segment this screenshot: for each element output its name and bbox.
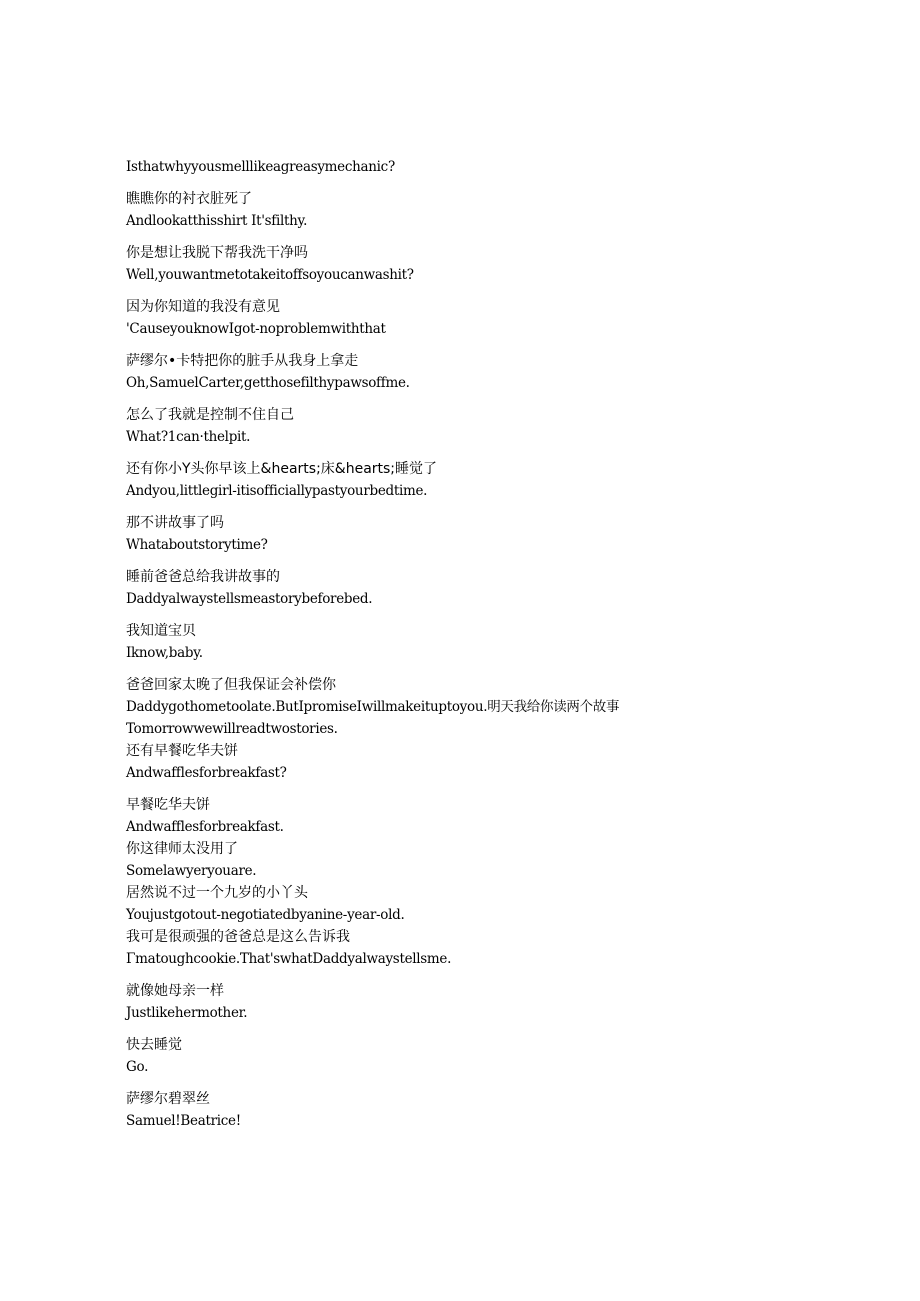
- subtitle-line: Somelawyeryouare.: [126, 863, 257, 879]
- subtitle-line: 早餐吃华夫饼: [126, 797, 210, 813]
- subtitle-line: 瞧瞧你的衬衣脏死了: [126, 191, 252, 207]
- subtitle-line: Andyou,littlegirl-itisofficiallypastyourbedtime.: [126, 483, 428, 499]
- subtitle-line: 'CauseyouknowIgot-noproblemwiththat: [126, 321, 386, 337]
- subtitle-line: Andwafflesforbreakfast.: [126, 819, 284, 835]
- subtitle-line: Well,youwantmetotakeitoffsoyoucanwashit?: [126, 267, 414, 283]
- subtitle-line: 萨缪尔•卡特把你的脏手从我身上拿走: [126, 353, 359, 369]
- subtitle-line: 睡前爸爸总给我讲故事的: [126, 569, 280, 585]
- subtitle-line: Tomorrowwewillreadtwostories.: [126, 721, 338, 737]
- subtitle-line: 萨缪尔碧翠丝: [126, 1091, 210, 1107]
- subtitle-line: Whataboutstorytime?: [126, 537, 268, 553]
- subtitle-line: 那不讲故事了吗: [126, 515, 224, 531]
- subtitle-line: Andwafflesforbreakfast?: [126, 765, 287, 781]
- subtitle-line: 还有早餐吃华夫饼: [126, 743, 238, 759]
- subtitle-line: Justlikehermother.: [126, 1005, 248, 1021]
- subtitle-transcript: [126, 156, 886, 1132]
- subtitle-line: 居然说不过一个九岁的小丫头: [126, 885, 308, 901]
- subtitle-line: Oh,SamuelCarter,getthosefilthypawsoffme.: [126, 375, 410, 391]
- subtitle-line: 因为你知道的我没有意见: [126, 299, 280, 315]
- subtitle-line: 我知道宝贝: [126, 623, 196, 639]
- subtitle-line: Youjustgotout-negotiatedbyanine-year-old.: [126, 907, 405, 923]
- subtitle-line: Go.: [126, 1059, 149, 1075]
- subtitle-line: 爸爸回家太晚了但我保证会补偿你: [126, 677, 336, 693]
- subtitle-line: 还有你小Y头你早该上&hearts;床&hearts;睡觉了: [126, 461, 438, 477]
- subtitle-line: 你是想让我脱下帮我洗干净吗: [126, 245, 308, 261]
- subtitle-line: Samuel!Beatrice!: [126, 1113, 241, 1129]
- subtitle-line: 快去睡觉: [126, 1037, 182, 1053]
- subtitle-line: 你这律师太没用了: [126, 841, 238, 857]
- subtitle-line: Isthatwhyyousmelllikeagreasymechanic?: [126, 159, 395, 175]
- subtitle-line: 就像她母亲一样: [126, 983, 224, 999]
- subtitle-line: Iknow,baby.: [126, 645, 203, 661]
- subtitle-line: 怎么了我就是控制不住自己: [126, 407, 294, 423]
- subtitle-line: Daddygothometoolate.ButIpromiseIwillmakeituptoyou.明天我给你读两个故事: [126, 699, 620, 715]
- subtitle-line: 我可是很顽强的爸爸总是这么告诉我: [126, 929, 350, 945]
- subtitle-line: Γmatoughcookie.That'swhatDaddyalwaystellsme.: [126, 951, 452, 967]
- subtitle-line: Daddyalwaystellsmeastorybeforebed.: [126, 591, 373, 607]
- subtitle-line: What?1can·thelpit.: [126, 429, 251, 445]
- subtitle-line: Andlookatthisshirt It'sfilthy.: [126, 213, 308, 229]
